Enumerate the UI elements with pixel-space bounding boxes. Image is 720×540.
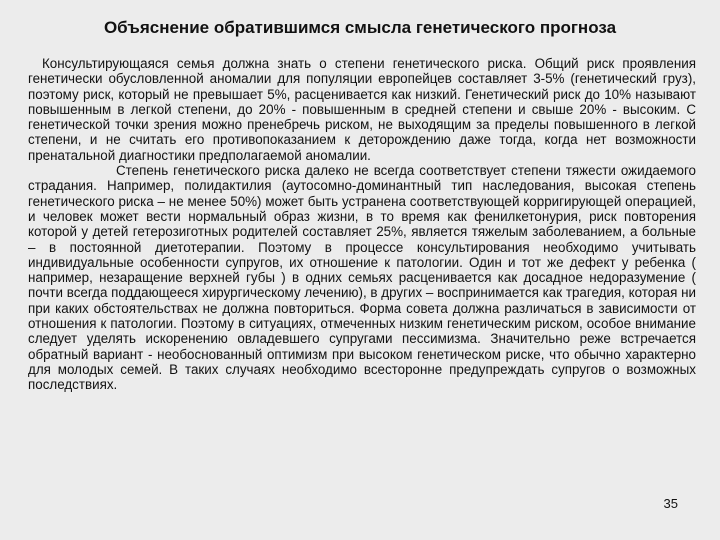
- paragraph-genetic-risk-levels: Консультирующаяся семья должна знать о степени генетического риска. Общий риск проявления генетически обусловленной аномалии для популяции европейцев составляет 3-5% (генетический груз), поэтому риск, который не превышает 5%, расценивается как низкий. Генетический риск до 10% называют повышенным в легкой степени, до 20% - повышенным в средней степени и свыше 20% - высоким. С генетической точки зрения можно пренебречь риском, не выходящим за пределы повышенного в легкой степени, и не считать его противопоказанием к деторождению даже тогда, когда нет возможности пренатальной диагностики предполагаемой аномалии.: [28, 56, 696, 163]
- paragraph-risk-vs-severity: Степень генетического риска далеко не всегда соответствует степени тяжести ожидаемого страдания. Например, полидактилия (аутосомно-доминантный тип наследования, высокая степень генетического риска – не менее 50%) может быть устранена соответствующей корригирующей операцией, и человек может вести нормальный образ жизни, в то время как фенилкетонурия, риск повторения которой у детей гетерозиготных родителей составляет 25%, является тяжелым заболеванием, а больные – в постоянной диетотерапии. Поэтому в процессе консультирования необходимо учитывать индивидуальные особенности супругов, их отношение к патологии. Один и тот же дефект у ребенка ( например, незаращение верхней губы ) в одних семьях расценивается как досадное недоразумение ( почти всегда поддающееся хирургическому лечению), в других – воспринимается как трагедия, которая ни при каких обстоятельствах не должна повториться. Форма совета должна различаться в зависимости от отношения к патологии. Поэтому в ситуациях, отмеченных низким генетическим риском, особое внимание следует уделять искоренению овладевшего супругами пессимизма. Значительно реже встречается обратный вариант - необоснованный оптимизм при высоком генетическом риске, что обычно характерно для молодых семей. В таких случаях необходимо всесторонне предупреждать супругов о возможных последствиях.: [28, 163, 696, 393]
- slide-body: [28, 56, 696, 393]
- page-number: 35: [663, 496, 678, 511]
- slide-title: Объяснение обратившимся смысла генетического прогноза: [103, 18, 617, 37]
